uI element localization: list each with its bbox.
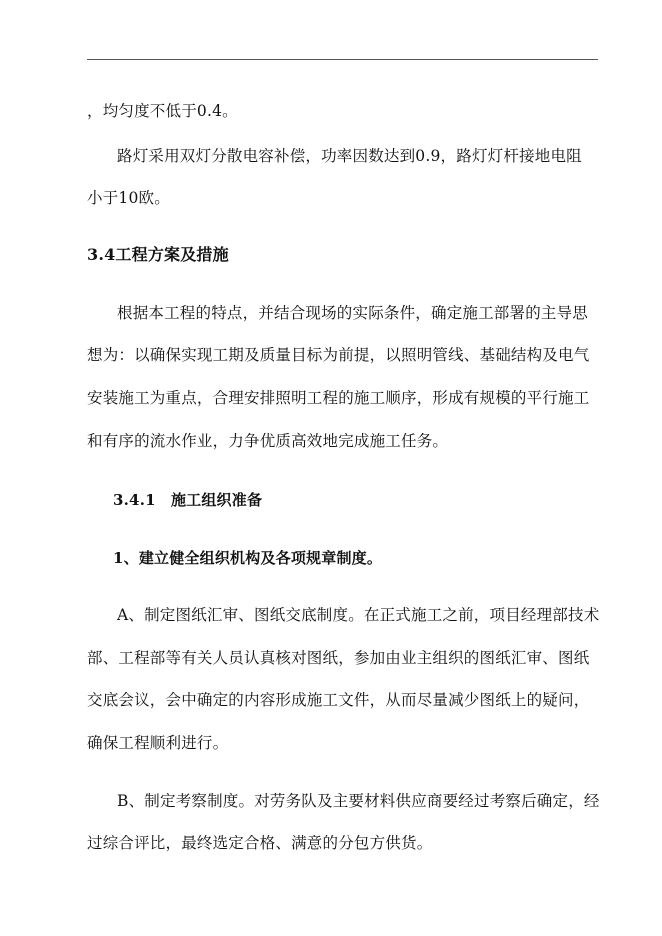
paragraph-line: 和有序的流水作业，力争优质高效地完成施工任务。 [87,432,449,450]
subsection-title: 3.4.1 施工组织准备 [113,491,263,509]
paragraph-line: 部、工程部等有关人员认真核对图纸，参加由业主组织的图纸汇审、图纸 [87,649,590,667]
paragraph-line: 安装施工为重点，合理安排照明工程的施工顺序，形成有规模的平行施工 [87,389,590,407]
paragraph-line: A、制定图纸汇审、图纸交底制度。在正式施工之前，项目经理部技术 [117,606,600,624]
paragraph-line: 想为：以确保实现工期及质量目标为前提，以照明管线、基础结构及电气 [87,346,590,364]
paragraph-line: 过综合评比，最终选定合格、满意的分包方供货。 [87,834,433,852]
paragraph-line: 根据本工程的特点，并结合现场的实际条件，确定施工部署的主导思 [117,304,589,322]
header-rule [87,59,598,60]
paragraph-line: B、制定考察制度。对劳务队及主要材料供应商要经过考察后确定，经 [117,792,600,810]
item-title: 1、建立健全组织机构及各项规章制度。 [113,549,383,567]
section-title: 3.4工程方案及措施 [87,245,229,264]
paragraph-line: 小于10欧。 [87,189,170,207]
paragraph-line: 路灯采用双灯分散电容补偿，功率因数达到0.9，路灯灯杆接地电阻 [117,147,582,165]
paragraph-line: 交底会议，会中确定的内容形成施工文件，从而尽量减少图纸上的疑问， [87,691,590,709]
paragraph-line: 确保工程顺利进行。 [87,734,229,752]
paragraph-line: ，均匀度不低于0.4。 [87,102,238,120]
